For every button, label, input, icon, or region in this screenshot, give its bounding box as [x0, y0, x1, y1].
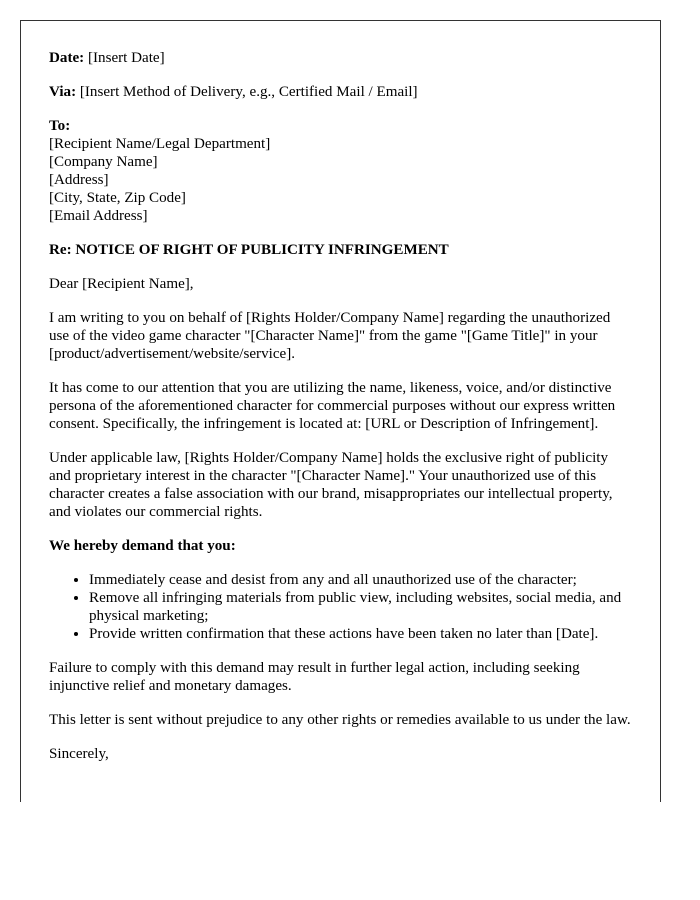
demand-heading-line	[49, 537, 632, 555]
via-line	[49, 83, 632, 101]
via-label: Via:	[49, 84, 77, 100]
recipient-address: [Address]	[49, 172, 109, 188]
via-value: [Insert Method of Delivery, e.g., Certified Mail / Email]	[76, 84, 418, 100]
demand-item: • Remove all infringing materials from public view, including websites, social media, and physical marketing;	[89, 589, 632, 625]
demand-list	[49, 571, 632, 643]
closing-paragraph: Failure to comply with this demand may result in further legal action, including seeking injunctive relief and monetary damages.	[49, 660, 580, 694]
body-paragraph: Under applicable law, [Rights Holder/Company Name] holds the exclusive right of publicity and proprietary interest in the character "[Character Name]." Your unauthorized use of this character creates a false association with our brand, misappropriates our intellectual property, and violates our commercial rights.	[49, 450, 613, 520]
date-label: Date:	[49, 50, 85, 66]
demand-heading: We hereby demand that you:	[49, 538, 236, 554]
to-label: To:	[49, 118, 71, 134]
subject-text: Re: NOTICE OF RIGHT OF PUBLICITY INFRINGEMENT	[49, 242, 449, 258]
recipient-city-state-zip: [City, State, Zip Code]	[49, 190, 186, 206]
demand-item: • Provide written confirmation that these actions have been taken no later than [Date].	[89, 625, 632, 643]
letter-page	[20, 20, 661, 802]
letter-body	[49, 49, 632, 763]
signoff: Sincerely,	[49, 746, 109, 762]
recipient-block	[49, 117, 632, 225]
subject-line	[49, 241, 632, 259]
recipient-email: [Email Address]	[49, 208, 148, 224]
body-paragraph: It has come to our attention that you are utilizing the name, likeness, voice, and/or distinctive persona of the aforementioned character for commercial purposes without our express written consent. Specifically, the infringement is located at: [URL or Description of Infringement].	[49, 380, 616, 432]
recipient-company: [Company Name]	[49, 154, 158, 170]
recipient-name: [Recipient Name/Legal Department]	[49, 136, 271, 152]
closing-paragraph: This letter is sent without prejudice to any other rights or remedies available to us under the law.	[49, 712, 631, 728]
salutation: Dear [Recipient Name],	[49, 276, 194, 292]
body-paragraph: I am writing to you on behalf of [Rights Holder/Company Name] regarding the unauthorized use of the video game character "[Character Name]" from the game "[Game Title]" in your [product/advertisement/website/service].	[49, 310, 611, 362]
date-line	[49, 49, 632, 67]
date-value: [Insert Date]	[84, 50, 165, 66]
demand-item: • Immediately cease and desist from any and all unauthorized use of the character;	[89, 571, 632, 589]
